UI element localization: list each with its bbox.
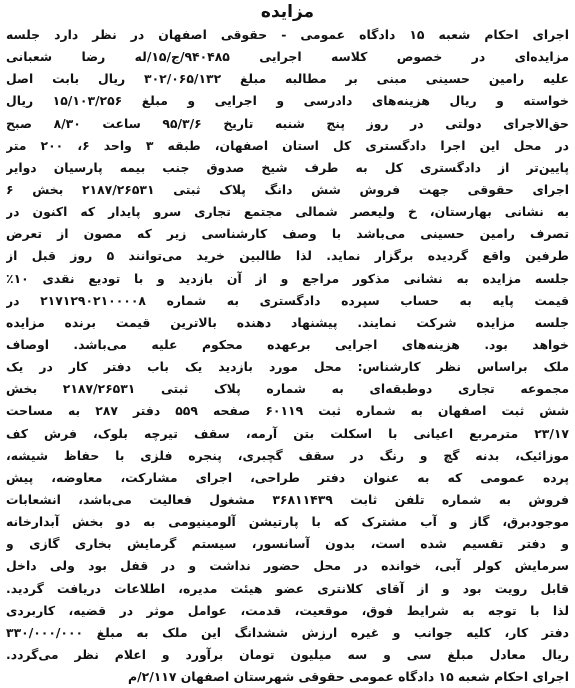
notice-line: جلسه مزایده به نشانی مذکور مراجع و از آن بازدید و با تودیع نقدی ۱۰٪ <box>6 270 569 286</box>
notice-line: مزایده‌ای در خصوص کلاسه اجرایی ۹۴۰۴۸۵/ج/۱۵/له رضا شعبانی <box>6 49 569 65</box>
notice-line: حق‌الاجرای دولتی در روز پنج شنبه تاریخ ۹۵/۳/۶ ساعت ۸/۳۰ صبح <box>6 115 569 131</box>
notice-line: خواهد بود. هزینه‌های اجرایی برعهده محکوم علیه می‌باشد. اوصاف <box>6 336 569 352</box>
notice-line: فروش به شماره تلفن ثابت ۳۶۸۱۱۴۳۹ مشغول فعالیت می‌باشد، انشعابات <box>6 491 569 507</box>
notice-title: مزایده <box>260 2 315 22</box>
notice-line: در محل این اجرا دادگستری کل استان اصفهان، طبقه ۳ واحد ۶، ۲۰۰ متر <box>6 137 569 153</box>
auction-notice <box>4 0 571 688</box>
notice-line: طرفین واقع گردیده برگزار نماید. لذا طالبین خرید می‌توانند ۵ روز قبل از <box>6 248 569 264</box>
notice-line: تصرف رامین حسینی می‌باشد با وصف کارشناسی زیر که مصون از تعرض <box>6 226 569 242</box>
notice-line: ۲۳/۱۷ مترمربع اعیانی با اسکلت بتن آرمه، سقف تیرچه بلوک، فرش کف <box>6 425 569 441</box>
notice-signature-line: اجرای احکام شعبه ۱۵ دادگاه عمومی حقوقی شهرستان اصفهان ۲/۱۱۷/م <box>128 669 569 685</box>
notice-line: اجرای حقوقی جهت فروش شش دانگ پلاک ثبتی ۲۱۸۷/۲۶۵۳۱ بخش ۶ <box>6 181 569 197</box>
notice-line: علیه رامین حسینی مبنی بر مطالبه مبلغ ۳۰۲/۰۶۵/۱۳۲ ریال بابت اصل <box>6 71 569 87</box>
notice-line: ریال معادل مبلغ سی و سه میلیون تومان برآورد و اعلام نظر می‌گردد. <box>6 646 569 662</box>
notice-line: مجموعه تجاری دوطبقه‌ای به شماره پلاک ثبتی ۲۱۸۷/۲۶۵۳۱ بخش <box>6 381 569 397</box>
notice-line: دفتر کار، کلیه جوانب و غیره ارزش ششدانگ این ملک به مبلغ ۳۳۰/۰۰۰/۰۰۰ <box>6 624 569 640</box>
notice-line: پرده عمومی که به عنوان دفتر طراحی، اجرای مشارکت، معاوضه، پیش <box>6 469 569 485</box>
notice-line: قابل رویت بود و از آقای کلانتری عضو هیئت مدیره، اطلاعات دریافت گردید. <box>6 580 569 596</box>
notice-line: سرمایش کولر آبی، خوانده در محل حضور نداشت و در قفل بود ولی داخل <box>6 558 569 574</box>
notice-line: ملک براساس نظر کارشناس: محل مورد بازدید یک باب دفتر کار در یک <box>6 359 569 375</box>
notice-line: و دفتر تقسیم شده است، بدون آسانسور، سیستم گرمایش بخاری گازی و <box>6 536 569 552</box>
notice-line: موزائیک، بدنه گچ و رنگ در سقف گچبری، پنجره فلزی با حفاظ شیشه، <box>6 447 569 463</box>
notice-line: خواسته و ریال هزینه‌های دادرسی و اجرایی و مبلغ ۱۵/۱۰۳/۲۵۶ ریال <box>6 93 569 109</box>
notice-line: پایین‌تر از دادگستری کل به طرف شیخ صدوق جنب بیمه پارسیان دوایر <box>6 159 569 175</box>
notice-line: شش ثبت اصفهان به شماره ثبت ۶۰۱۱۹ صفحه ۵۵۹ دفتر ۲۸۷ به مساحت <box>6 403 569 419</box>
notice-line: اجرای احکام شعبه ۱۵ دادگاه عمومی - حقوقی اصفهان در نظر دارد جلسه <box>6 27 569 42</box>
notice-line: جلسه مزایده شرکت نمایند. پیشنهاد دهنده بالاترین قیمت برنده مزایده <box>6 314 569 330</box>
notice-line: موجودبرق، گاز و آب مشترک که با پارتیشن آلومینیومی به دو بخش آبدارخانه <box>6 514 569 530</box>
notice-line: قیمت پایه به حساب سپرده دادگستری به شماره ۲۱۷۱۲۹۰۲۱۰۰۰۰۸ در <box>6 292 569 308</box>
notice-line: به نشانی بهارستان، خ ولیعصر شمالی مجتمع تجاری سرو پایدار که اکنون در <box>6 204 569 220</box>
notice-body <box>4 24 571 688</box>
notice-line: لذا با توجه به شرایط فوق، موقعیت، قدمت، عوامل موثر در قضیه، کاربردی <box>6 602 569 618</box>
